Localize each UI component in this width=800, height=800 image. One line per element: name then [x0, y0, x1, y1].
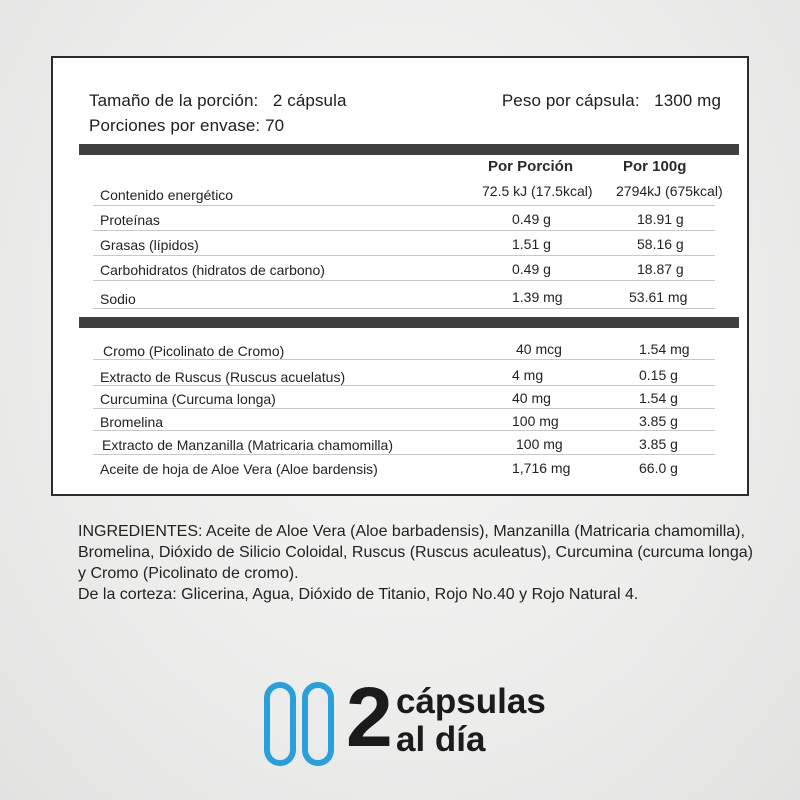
servings-row: [89, 116, 284, 136]
coating-ingredients: De la corteza: Glicerina, Agua, Dióxido de Titanio, Rojo No.40 y Rojo Natural 4.: [78, 586, 639, 603]
column-header-per-100g: Por 100g: [623, 158, 687, 175]
capsule-weight-row: [502, 91, 721, 111]
row-per-serving: 100 mg: [516, 436, 563, 452]
row-per-serving: 4 mg: [512, 367, 544, 383]
row-name: Contenido energético: [100, 187, 234, 203]
row-per-100g: 1.54 mg: [639, 341, 690, 357]
row-per-100g: 58.16 g: [637, 236, 684, 252]
row-per-serving: 1.51 g: [512, 236, 551, 252]
row-divider: [93, 280, 715, 281]
row-per-serving: 40 mcg: [516, 341, 562, 357]
ingredients-list: INGREDIENTES: Aceite de Aloe Vera (Aloe barbadensis), Manzanilla (Matricaria chamomilla), Bromelina, Dióxido de Silicio Coloidal, Ruscus (Ruscus aculeatus), Curcumina (curcuma longa) y Cromo (Picolinato de cromo).: [78, 523, 753, 582]
servings-value: 70: [265, 116, 285, 135]
row-name: Bromelina: [100, 414, 164, 430]
row-per-100g: 3.85 g: [639, 436, 678, 452]
row-per-100g: 18.91 g: [637, 211, 684, 227]
dosage-frequency: al día: [396, 720, 486, 759]
dosage-unit: cápsulas: [396, 682, 546, 721]
capsule-icon: [305, 685, 331, 763]
actives-divider-bar: [79, 317, 739, 328]
row-name: Extracto de Manzanilla (Matricaria chamomilla): [102, 437, 393, 453]
supplement-facts-panel: [51, 56, 749, 496]
servings-label: Porciones por envase:: [89, 116, 261, 135]
column-header-per-serving: Por Porción: [488, 158, 574, 175]
row-per-100g: 3.85 g: [639, 413, 678, 429]
row-name: Extracto de Ruscus (Ruscus acuelatus): [100, 369, 346, 385]
row-divider: [93, 385, 715, 386]
row-per-serving: 40 mg: [512, 390, 551, 406]
serving-size-label: Tamaño de la porción:: [89, 91, 259, 110]
row-divider: [93, 430, 715, 431]
capsule-weight-label: Peso por cápsula:: [501, 91, 640, 110]
row-per-100g: 66.0 g: [639, 460, 678, 476]
row-divider: [93, 454, 715, 455]
row-divider: [93, 359, 715, 360]
row-per-serving: 0.49 g: [512, 211, 551, 227]
header-divider-bar: [79, 144, 739, 155]
capsules-graphic: [262, 681, 342, 771]
serving-size-row: [89, 91, 347, 111]
row-per-serving: 100 mg: [512, 413, 559, 429]
row-per-100g: 18.87 g: [637, 261, 684, 277]
row-per-100g: 1.54 g: [639, 390, 678, 406]
row-per-100g: 0.15 g: [639, 367, 678, 383]
ingredients-text: [78, 521, 758, 605]
row-name: Carbohidratos (hidratos de carbono): [100, 262, 325, 278]
row-name: Grasas (lípidos): [100, 237, 199, 253]
row-name: Curcumina (Curcuma longa): [100, 391, 276, 407]
dosage-number: 2: [346, 670, 393, 764]
row-divider: [93, 230, 715, 231]
row-divider: [93, 255, 715, 256]
row-per-serving: 1,716 mg: [512, 460, 571, 476]
row-name: Aceite de hoja de Aloe Vera (Aloe bardensis): [100, 461, 378, 477]
row-divider: [93, 308, 715, 309]
row-divider: [93, 205, 715, 206]
row-per-serving: 1.39 mg: [512, 289, 563, 305]
row-per-serving: 72.5 kJ (17.5kcal): [482, 183, 593, 199]
row-name: Sodio: [100, 291, 136, 307]
row-name: Cromo (Picolinato de Cromo): [103, 343, 285, 359]
dosage-badge: [262, 670, 582, 775]
row-divider: [93, 408, 715, 409]
row-per-serving: 0.49 g: [512, 261, 551, 277]
row-per-100g: 53.61 mg: [629, 289, 688, 305]
capsule-weight-value: 1300 mg: [654, 91, 721, 110]
capsule-icon: [267, 685, 293, 763]
row-name: Proteínas: [100, 212, 160, 228]
row-per-100g: 2794kJ (675kcal): [616, 183, 723, 199]
serving-size-value: 2 cápsula: [272, 91, 347, 110]
dosage-text: [396, 683, 546, 759]
